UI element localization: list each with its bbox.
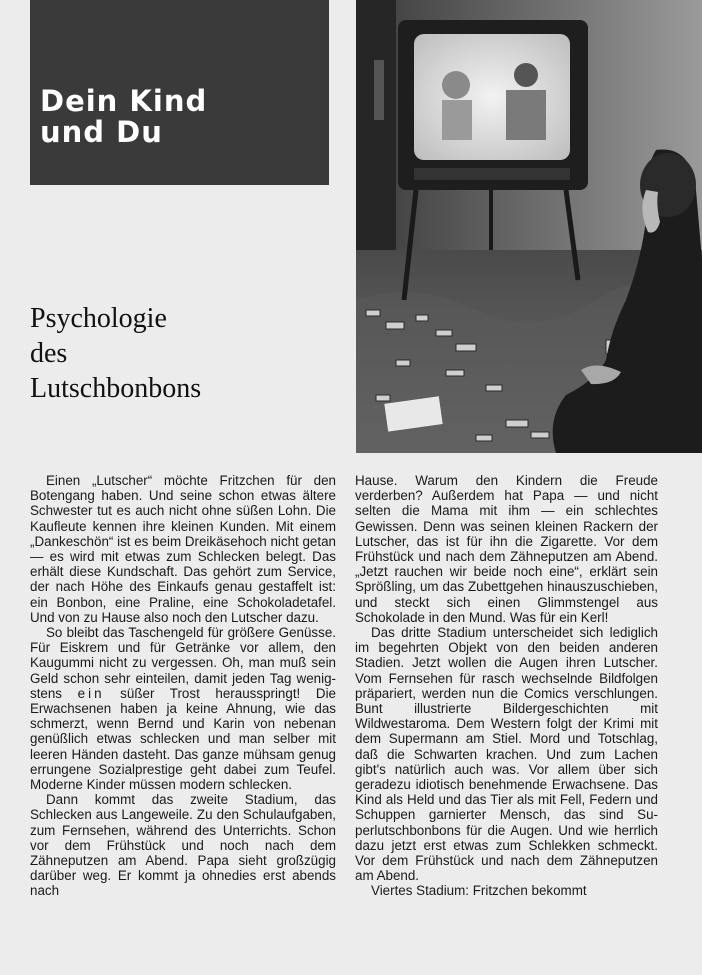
paragraph: Viertes Stadium: Fritzchen bekommt	[371, 883, 587, 899]
paragraph: Einen „Lutscher“ möchte Fritzchen für den Botengang haben. Und seine schon etwas ältere Schwester tut es auch nicht ohne süßen Lohn. Die Kaufleute kennen ihre kleinen Kunden. Mit einem „Dankeschön“ ist es beim Dreikäsehoch nicht getan — es wird mit etwas zum Schlecken belegt. Das erhält diese Kundschaft. Das gehört zum Service, der nach Höhe des Einkaufs genau gestaffelt ist: ein Bonbon, eine Praline, eine Schokoladetafel. Und von zu Hause also noch den Lutscher dazu.	[30, 473, 336, 625]
article-column-left	[30, 473, 336, 899]
paragraph: Dann kommt das zweite Stadium, das Schlecken aus Langeweile. Zu den Schulaufgaben, zum Fernsehen, während des Unterrichts. Schon vor dem Frühstück und noch nach dem Zähneputzen am Abend. Papa sieht großzügig darüber weg. Er kommt ja ohnedies erst abends nach	[30, 792, 336, 899]
section-title-line1: Dein Kind	[40, 84, 208, 118]
section-title	[40, 86, 207, 148]
photo-child-watching-tv	[356, 0, 702, 453]
article-photo	[356, 0, 702, 453]
headline-line3: Lutschbonbons	[30, 373, 202, 404]
article-column-right	[355, 473, 658, 899]
article-headline	[30, 301, 201, 406]
headline-line2: des	[30, 338, 68, 369]
paragraph-text: So bleibt das Taschengeld für größere Genüsse. Für Eiskrem und für Getränke vor allem, den Kaugummi nicht zu vergessen. Oh, man muß sein Geld schon sehr einteilen, damit jeden Tag wenigstens	[30, 625, 336, 701]
headline-line1: Psychologie	[30, 303, 167, 334]
paragraph: Hause. Warum den Kindern die Freude verderben? Außerdem hat Papa — und nicht selten die Mama mit ihm — ein schlechtes Gewissen. Denn was seinen kleinen Rackern der Lutscher, das ist für ihn die Zigarette. Vor dem Frühstück und nach dem Zähneputzen am Abend. „Jetzt rauchen wir beide noch eine“, erklärt sein Sprößling, um das Zubettgehen hinauszuschieben, und steckt sich einen Glimmstengel aus Schokolade in den Mund. Was für ein Kerl!	[355, 473, 658, 625]
section-title-line2: und Du	[40, 115, 163, 149]
paragraph	[30, 625, 336, 792]
emphasis-spaced: ein	[77, 685, 105, 701]
paragraph-text: süßer Trost herausspringt! Die Erwachsenen haben ja keine Ahnung, wie das schmerzt, wenn Bernd und Karin von nebenan genüßlich etwas schlecken und man selber mit leeren Händen dasteht. Das ganze mühsam genug errungene Sozialprestige geht dabei zum Teufel. Moderne Kinder müssen modern schlecken.	[30, 685, 336, 793]
section-header-box	[30, 0, 329, 185]
paragraph: Das dritte Stadium unterscheidet sich lediglich im begehrten Objekt von den beiden anderen Stadien. Jetzt wollen die Augen ihren Lutscher. Vom Fernsehen für rasch wechselnde Bildfolgen präpariert, werden nun die Comics verschlungen. Bunt illustrierte Bildergeschichten mit Wildwestaroma. Dem Western folgt der Krimi mit dem Supermann am Stiel. Mord und Totschlag, daß die Schwarten krachen. Und zum Lachen gibt's natürlich auch was. Vor allem über sich geradezu idiotisch benehmende Erwachsene. Das Kind als Held und das Tier als mit Fell, Federn und Schuppen garnierter Mensch, das sind Superlutschbonbons für die Augen. Und wie herrlich dazu jetzt erst etwas zum Schlekken schmeckt. Vor dem Frühstück und nach dem Zähneputzen am Abend.	[355, 625, 658, 884]
